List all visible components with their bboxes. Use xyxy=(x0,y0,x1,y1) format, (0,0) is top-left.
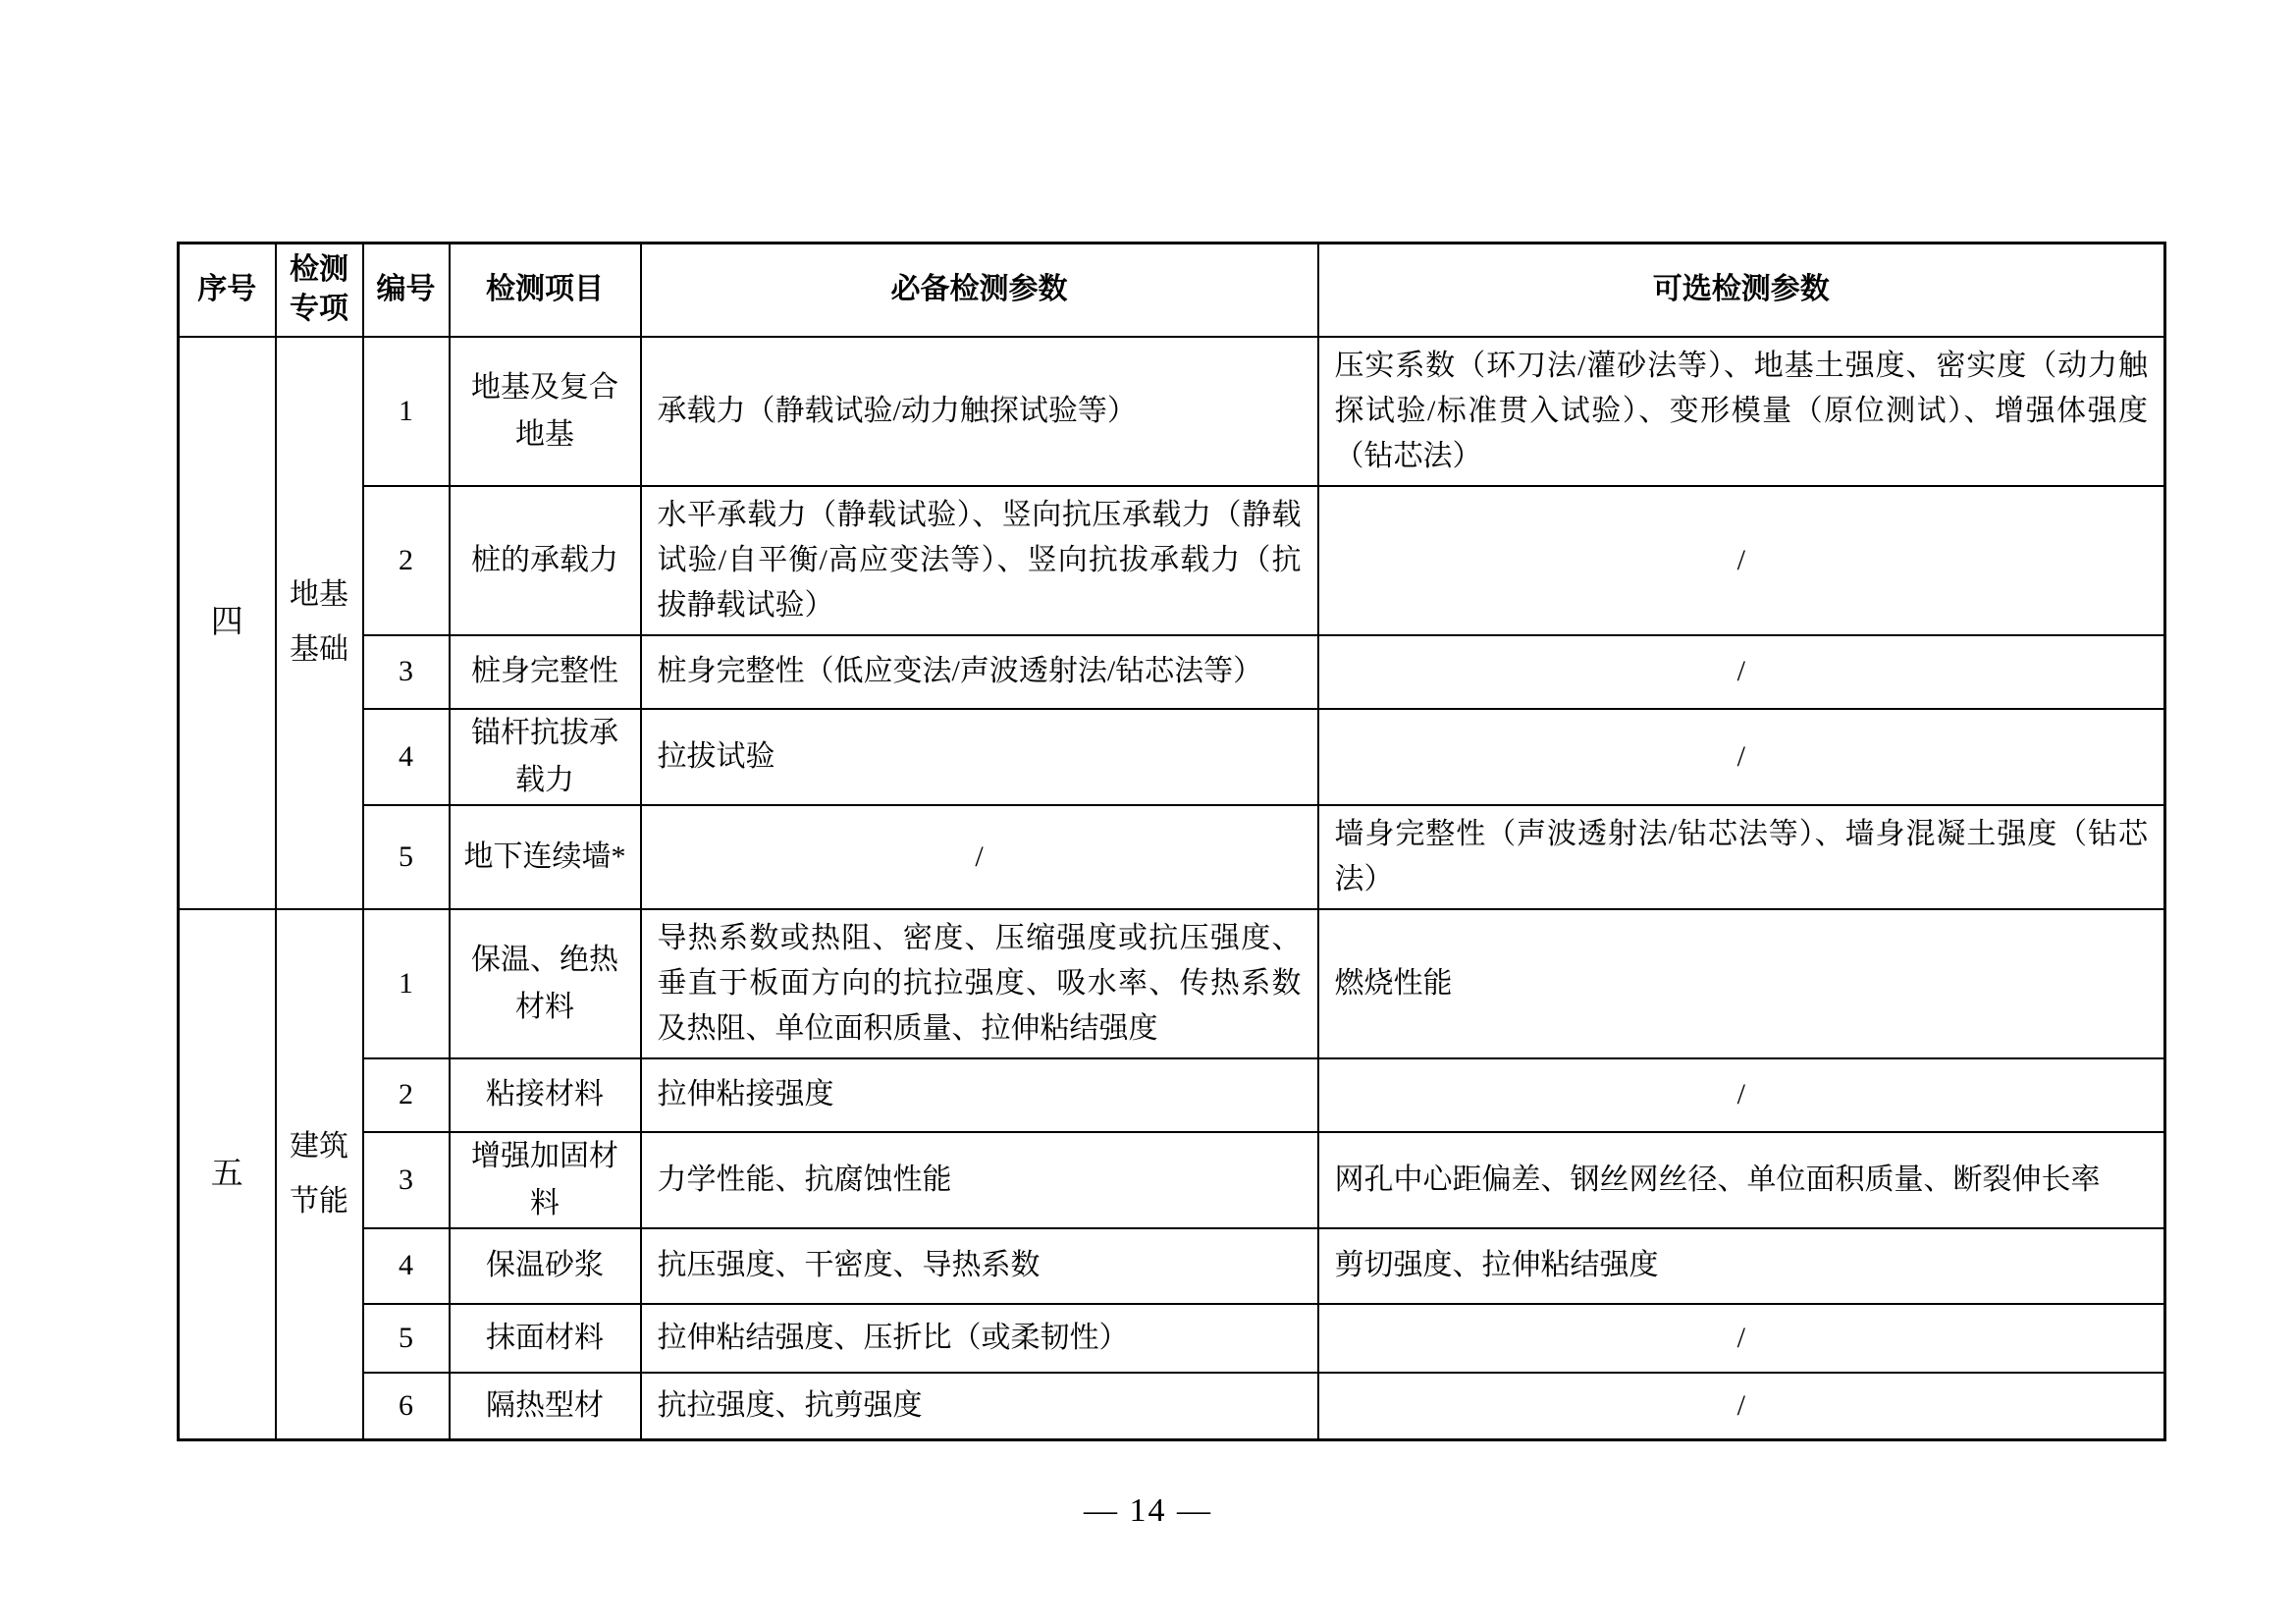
required-params-cell: 桩身完整性（低应变法/声波透射法/钻芯法等） xyxy=(641,635,1318,709)
required-params-cell: 拉伸粘结强度、压折比（或柔韧性） xyxy=(641,1304,1318,1373)
item-cell: 地基及复合地基 xyxy=(450,337,641,486)
serial-cell: 五 xyxy=(179,909,276,1440)
required-params-cell: 承载力（静载试验/动力触探试验等） xyxy=(641,337,1318,486)
table-row xyxy=(179,1373,2165,1440)
table-row xyxy=(179,1132,2165,1228)
item-cell: 地下连续墙* xyxy=(450,805,641,909)
table-row xyxy=(179,805,2165,909)
item-cell: 抹面材料 xyxy=(450,1304,641,1373)
item-cell: 桩的承载力 xyxy=(450,486,641,635)
table-row xyxy=(179,486,2165,635)
specialty-cell: 建筑节能 xyxy=(276,909,363,1440)
inspection-parameters-table-wrap xyxy=(177,242,2166,1441)
row-number-cell: 4 xyxy=(363,1228,450,1304)
inspection-parameters-table xyxy=(177,242,2166,1441)
optional-params-cell: 网孔中心距偏差、钢丝网丝径、单位面积质量、断裂伸长率 xyxy=(1318,1132,2165,1228)
required-params-cell: 水平承载力（静载试验）、竖向抗压承载力（静载试验/自平衡/高应变法等）、竖向抗拔承载力（抗拔静载试验） xyxy=(641,486,1318,635)
optional-params-cell: / xyxy=(1318,635,2165,709)
header-cell-required-params: 必备检测参数 xyxy=(641,244,1318,337)
row-number-cell: 6 xyxy=(363,1373,450,1440)
row-number-cell: 4 xyxy=(363,709,450,805)
optional-params-cell: / xyxy=(1318,1304,2165,1373)
row-number-cell: 3 xyxy=(363,635,450,709)
row-number-cell: 1 xyxy=(363,337,450,486)
required-params-cell: 抗压强度、干密度、导热系数 xyxy=(641,1228,1318,1304)
table-header xyxy=(179,244,2165,337)
optional-params-cell: / xyxy=(1318,709,2165,805)
optional-params-cell: 墙身完整性（声波透射法/钻芯法等）、墙身混凝土强度（钻芯法） xyxy=(1318,805,2165,909)
required-params-cell: 拉伸粘接强度 xyxy=(641,1058,1318,1132)
table-row xyxy=(179,709,2165,805)
item-cell: 粘接材料 xyxy=(450,1058,641,1132)
optional-params-cell: 压实系数（环刀法/灌砂法等）、地基土强度、密实度（动力触探试验/标准贯入试验）、变形模量（原位测试）、增强体强度（钻芯法） xyxy=(1318,337,2165,486)
header-cell-specialty: 检测专项 xyxy=(276,244,363,337)
header-cell-item: 检测项目 xyxy=(450,244,641,337)
item-cell: 保温砂浆 xyxy=(450,1228,641,1304)
row-number-cell: 2 xyxy=(363,1058,450,1132)
optional-params-cell: 燃烧性能 xyxy=(1318,909,2165,1058)
item-cell: 保温、绝热材料 xyxy=(450,909,641,1058)
item-cell: 隔热型材 xyxy=(450,1373,641,1440)
row-number-cell: 3 xyxy=(363,1132,450,1228)
required-params-cell: 导热系数或热阻、密度、压缩强度或抗压强度、垂直于板面方向的抗拉强度、吸水率、传热系数及热阻、单位面积质量、拉伸粘结强度 xyxy=(641,909,1318,1058)
item-cell: 增强加固材料 xyxy=(450,1132,641,1228)
optional-params-cell: / xyxy=(1318,1373,2165,1440)
serial-cell: 四 xyxy=(179,337,276,909)
table-row xyxy=(179,337,2165,486)
required-params-cell: 拉拔试验 xyxy=(641,709,1318,805)
header-cell-number: 编号 xyxy=(363,244,450,337)
row-number-cell: 5 xyxy=(363,805,450,909)
optional-params-cell: / xyxy=(1318,486,2165,635)
optional-params-cell: 剪切强度、拉伸粘结强度 xyxy=(1318,1228,2165,1304)
row-number-cell: 1 xyxy=(363,909,450,1058)
header-cell-optional-params: 可选检测参数 xyxy=(1318,244,2165,337)
table-row xyxy=(179,909,2165,1058)
table-row xyxy=(179,1228,2165,1304)
table-row xyxy=(179,1304,2165,1373)
required-params-cell: 抗拉强度、抗剪强度 xyxy=(641,1373,1318,1440)
page-number: — 14 — xyxy=(1084,1492,1212,1529)
row-number-cell: 2 xyxy=(363,486,450,635)
specialty-cell: 地基基础 xyxy=(276,337,363,909)
row-number-cell: 5 xyxy=(363,1304,450,1373)
required-params-cell: / xyxy=(641,805,1318,909)
header-cell-serial: 序号 xyxy=(179,244,276,337)
table-body xyxy=(179,337,2165,1440)
item-cell: 锚杆抗拔承载力 xyxy=(450,709,641,805)
optional-params-cell: / xyxy=(1318,1058,2165,1132)
table-row xyxy=(179,1058,2165,1132)
header-row xyxy=(179,244,2165,337)
item-cell: 桩身完整性 xyxy=(450,635,641,709)
table-row xyxy=(179,635,2165,709)
required-params-cell: 力学性能、抗腐蚀性能 xyxy=(641,1132,1318,1228)
